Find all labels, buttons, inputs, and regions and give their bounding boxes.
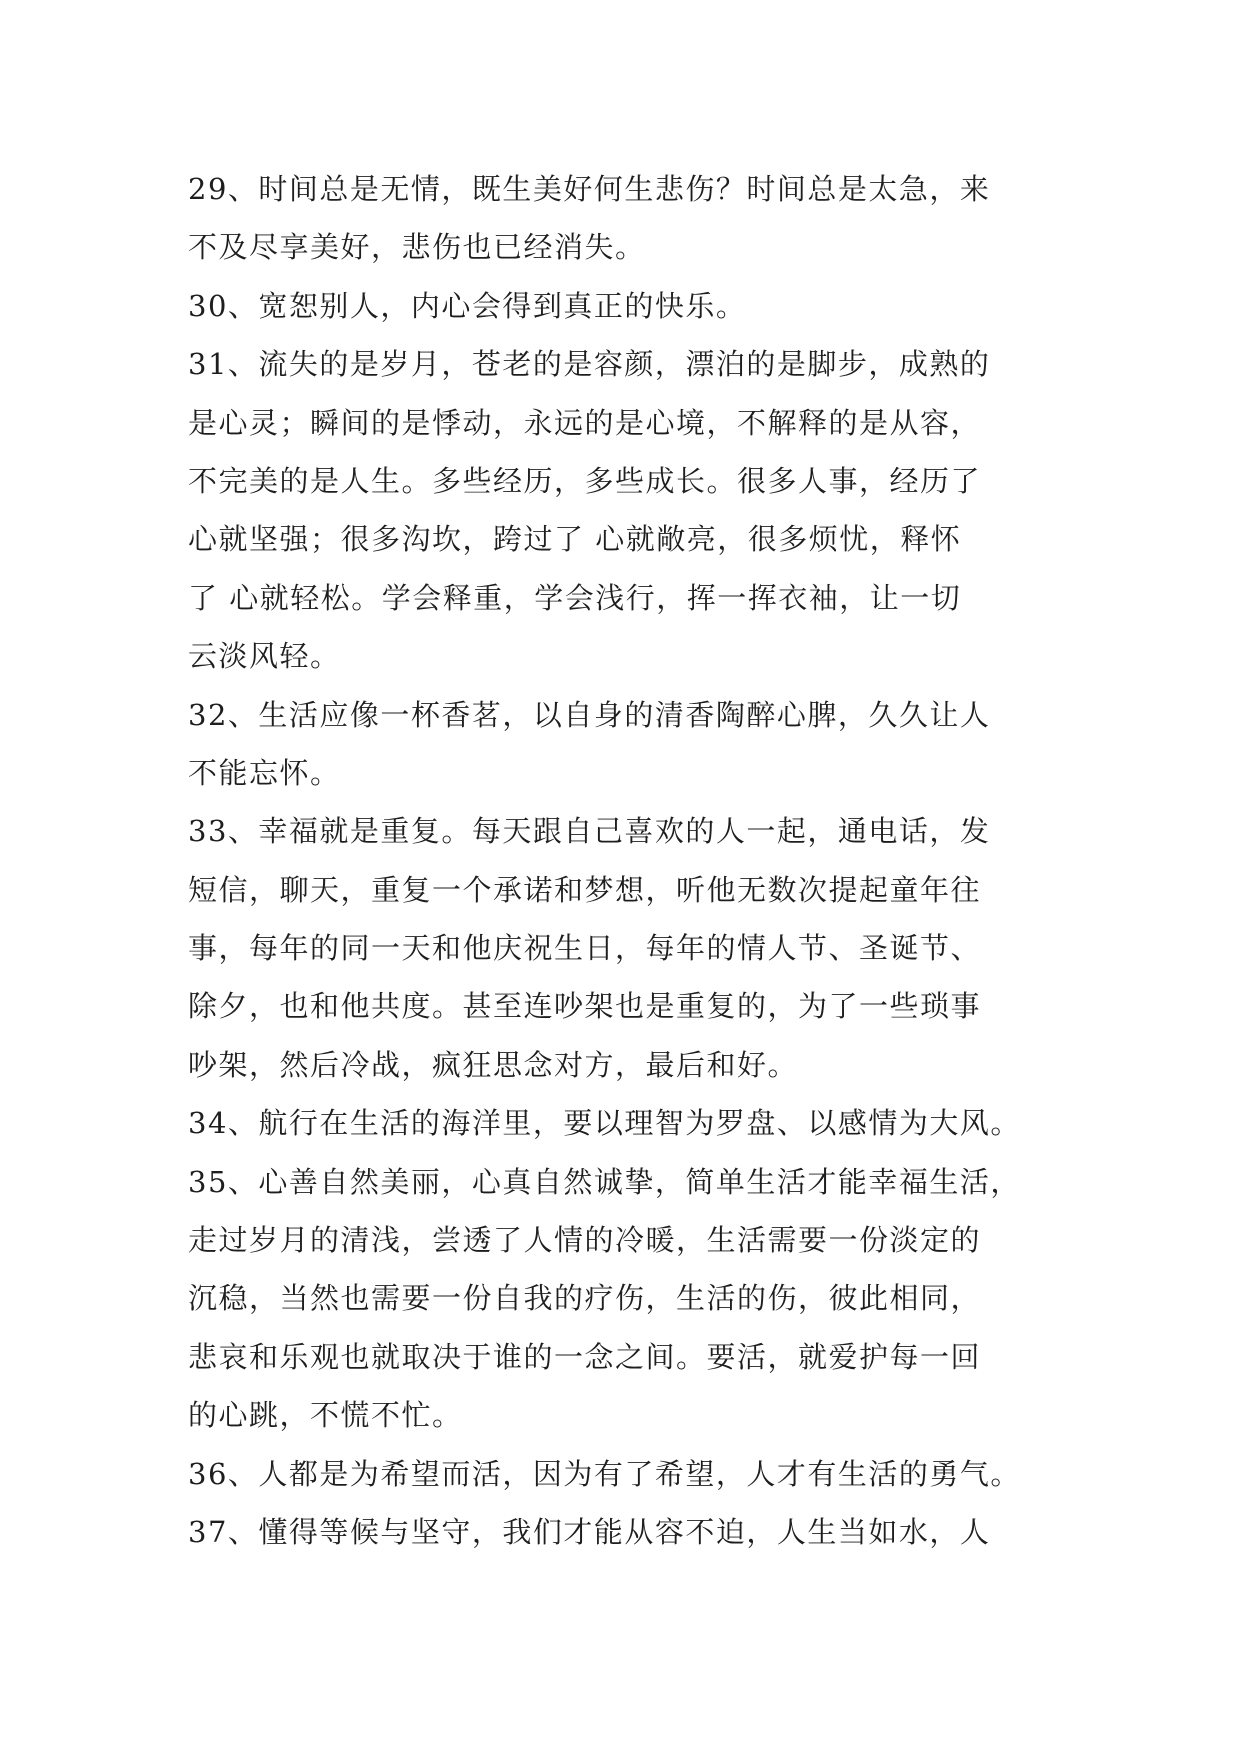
text-line: 悲哀和乐观也就取决于谁的一念之间。要活，就爱护每一回 bbox=[188, 1339, 982, 1374]
text-line: 心就坚强；很多沟坎，跨过了 心就敞亮，很多烦忧，释怀 bbox=[188, 522, 962, 557]
text-line: 不能忘怀。 bbox=[188, 755, 341, 790]
text-line: 37、懂得等候与坚守，我们才能从容不迫，人生当如水，人 bbox=[188, 1514, 991, 1549]
text-line: 吵架，然后冷战，疯狂思念对方，最后和好。 bbox=[188, 1047, 799, 1082]
text-line: 31、流失的是岁月，苍老的是容颜，漂泊的是脚步，成熟的 bbox=[188, 347, 991, 382]
document-body bbox=[188, 160, 1068, 1561]
text-line: 34、航行在生活的海洋里，要以理智为罗盘、以感情为大风。 bbox=[188, 1106, 1021, 1141]
text-line: 除夕，也和他共度。甚至连吵架也是重复的，为了一些琐事 bbox=[188, 989, 982, 1024]
text-line: 33、幸福就是重复。每天跟自己喜欢的人一起，通电话，发 bbox=[188, 814, 991, 849]
text-line: 是心灵；瞬间的是悸动，永远的是心境，不解释的是从容， bbox=[188, 405, 982, 440]
text-line: 了 心就轻松。学会释重，学会浅行，挥一挥衣袖，让一切 bbox=[188, 580, 962, 615]
text-line: 35、心善自然美丽，心真自然诚挚，简单生活才能幸福生活， bbox=[188, 1164, 1021, 1199]
text-line: 走过岁月的清浅，尝透了人情的冷暖，生活需要一份淡定的 bbox=[188, 1223, 982, 1258]
text-line: 不及尽享美好，悲伤也已经消失。 bbox=[188, 230, 646, 265]
text-line: 不完美的是人生。多些经历，多些成长。很多人事，经历了 bbox=[188, 463, 982, 498]
text-line: 36、人都是为希望而活，因为有了希望，人才有生活的勇气。 bbox=[188, 1456, 1021, 1491]
text-line: 短信，聊天，重复一个承诺和梦想，听他无数次提起童年往 bbox=[188, 872, 982, 907]
text-line: 29、时间总是无情，既生美好何生悲伤？时间总是太急，来 bbox=[188, 172, 991, 206]
text-line: 30、宽恕别人，内心会得到真正的快乐。 bbox=[188, 288, 747, 323]
text-line: 沉稳，当然也需要一份自我的疗伤，生活的伤，彼此相同， bbox=[188, 1281, 982, 1316]
text-line: 32、生活应像一杯香茗，以自身的清香陶醉心脾，久久让人 bbox=[188, 697, 991, 732]
text-line: 的心跳，不慌不忙。 bbox=[188, 1398, 463, 1433]
text-line: 云淡风轻。 bbox=[188, 639, 341, 674]
text-line: 事，每年的同一天和他庆祝生日，每年的情人节、圣诞节、 bbox=[188, 931, 982, 966]
